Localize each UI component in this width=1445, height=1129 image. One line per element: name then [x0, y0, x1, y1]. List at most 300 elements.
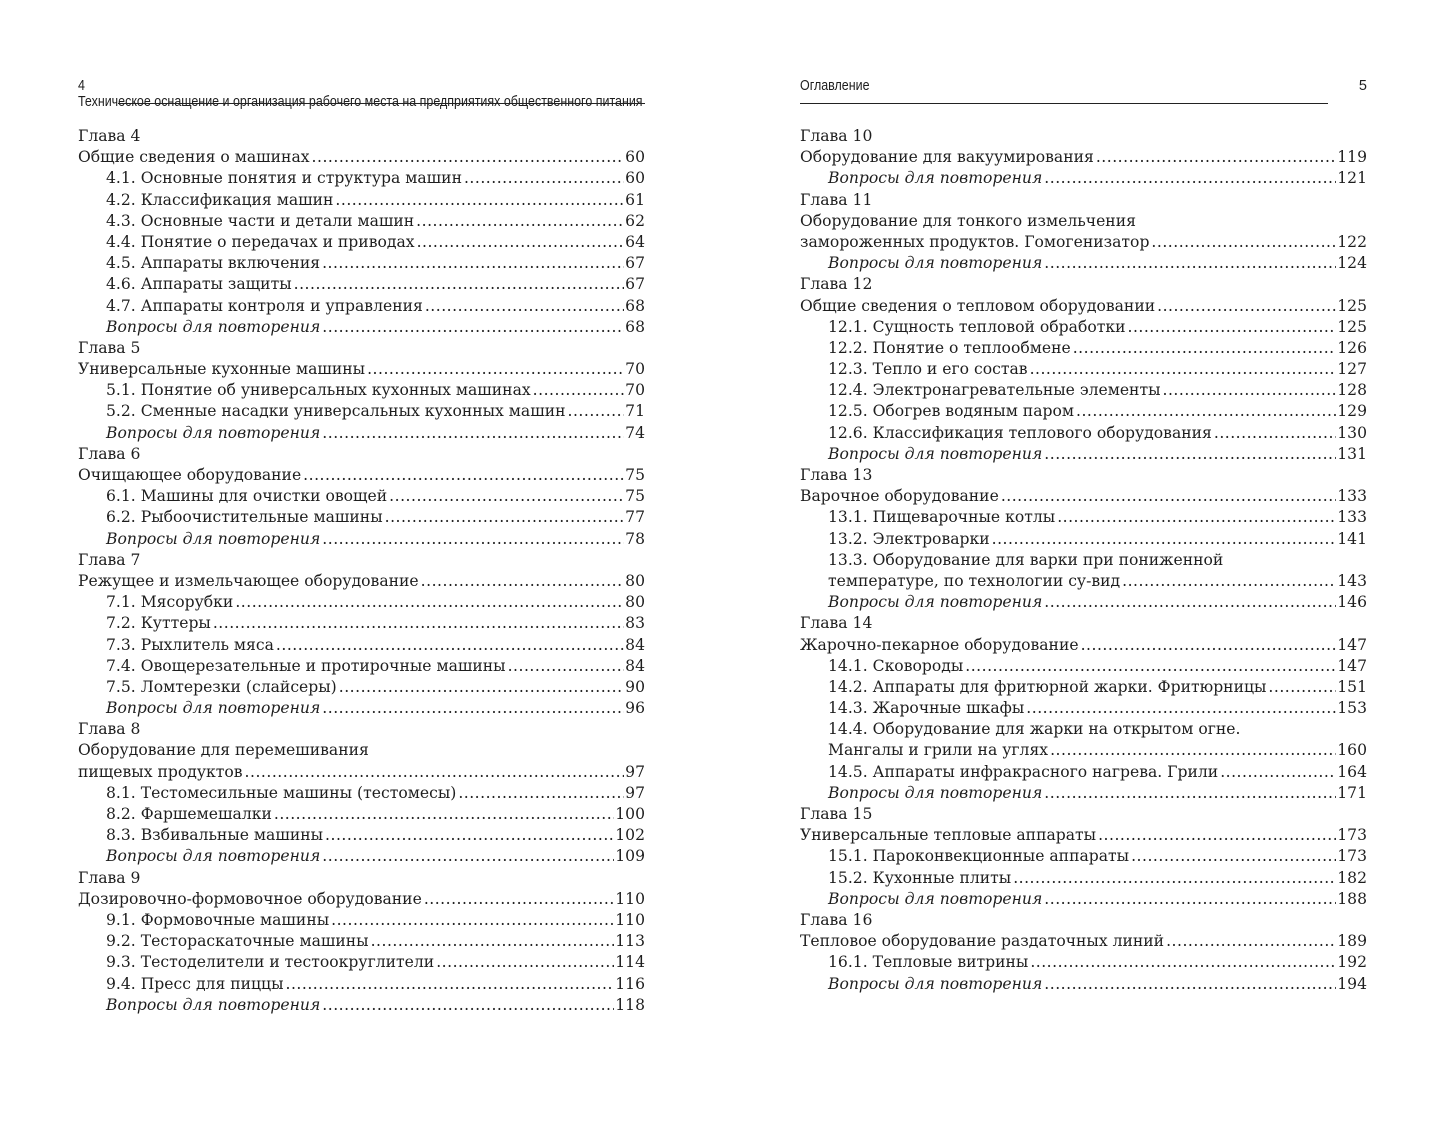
toc-page-number: 192 [1337, 953, 1367, 972]
toc-entry-title: 14.3. Жарочные шкафы [828, 699, 1025, 718]
dot-leader [322, 846, 614, 867]
toc-page-number: 124 [1337, 254, 1367, 273]
toc-entry [78, 656, 645, 677]
dot-leader [1166, 931, 1336, 952]
toc-entry [800, 677, 1367, 698]
toc-entry-title: 14.5. Аппараты инфракрасного нагрева. Грили [828, 762, 1219, 781]
toc-entry-title: Дозировочно-формовочное оборудование [78, 889, 422, 908]
toc-entry-title: Вопросы для повторения [828, 974, 1043, 993]
toc-page-number: 68 [625, 317, 645, 336]
dot-leader [274, 804, 614, 825]
toc-entry [800, 423, 1367, 444]
toc-page-number: 133 [1337, 487, 1367, 506]
toc-page-number: 119 [1337, 148, 1367, 167]
dot-leader [1214, 423, 1336, 444]
right-running-header [800, 78, 1363, 104]
toc-heading [800, 465, 1367, 486]
toc-page-number: 67 [625, 275, 645, 294]
dot-leader [1030, 952, 1336, 973]
toc-entry [800, 762, 1367, 783]
toc-heading [800, 126, 1367, 147]
toc-heading [78, 550, 645, 571]
left-page [0, 0, 722, 1129]
dot-leader [421, 571, 625, 592]
toc-entry [800, 529, 1367, 550]
toc-page-number: 102 [615, 826, 645, 845]
toc-heading [800, 274, 1367, 295]
toc-heading [800, 211, 1367, 232]
toc-page-number: 113 [615, 932, 645, 951]
toc-page-number: 74 [625, 423, 645, 442]
toc-page-number: 122 [1337, 232, 1367, 251]
toc-entry-title: Вопросы для повторения [828, 254, 1043, 273]
toc-page-number: 96 [625, 699, 645, 718]
left-header-rule [118, 103, 645, 104]
toc-page-number: 146 [1337, 593, 1367, 612]
dot-leader [235, 592, 624, 613]
toc-entry-title: Универсальные кухонные машины [78, 360, 366, 379]
toc-entry-title: 8.2. Фаршемешалки [106, 805, 272, 823]
toc-entry [800, 317, 1367, 338]
toc-entry-title: 5.2. Сменные насадки универсальных кухонных машин [106, 402, 566, 421]
toc-page-number: 109 [615, 847, 645, 866]
dot-leader [322, 423, 624, 444]
toc-entry-title: Вопросы для повторения [828, 444, 1043, 463]
dot-leader [1268, 677, 1336, 698]
toc-entry-title: 12.5. Обогрев водяным паром [828, 402, 1074, 421]
toc-heading [78, 126, 645, 147]
dot-leader [1044, 253, 1336, 274]
toc-entry [78, 253, 645, 274]
dot-leader [1013, 868, 1336, 889]
toc-entry [78, 889, 645, 910]
toc-entry [78, 317, 645, 338]
toc-page-number: 84 [625, 656, 645, 675]
toc-entry-title: 4.4. Понятие о передачах и приводах [106, 232, 415, 251]
dot-leader [1131, 846, 1336, 867]
toc-entry-title: температуре, по технологии су-вид [828, 571, 1121, 590]
toc-entry-title: Вопросы для повторения [106, 699, 321, 718]
toc-entry [800, 889, 1367, 910]
toc-page-number: 97 [625, 783, 645, 802]
dot-leader [331, 910, 614, 931]
toc-heading [800, 613, 1367, 634]
dot-leader [417, 232, 625, 253]
toc-page-number: 164 [1337, 762, 1367, 781]
toc-page-number: 131 [1337, 444, 1367, 463]
dot-leader [245, 762, 625, 783]
toc-heading [78, 338, 645, 359]
toc-entry [800, 698, 1367, 719]
toc-page-number: 71 [625, 402, 645, 421]
toc-page-number: 153 [1337, 699, 1367, 718]
toc-page-number: 62 [625, 211, 645, 230]
toc-entry [78, 635, 645, 656]
toc-page-number: 68 [625, 296, 645, 315]
toc-entry-title: 7.2. Куттеры [106, 614, 211, 633]
dot-leader [1001, 486, 1336, 507]
dot-leader [1044, 783, 1336, 804]
dot-leader [389, 486, 624, 507]
toc-entry [78, 274, 645, 295]
dot-leader [416, 211, 624, 232]
toc-entry-title: замороженных продуктов. Гомогенизатор [800, 232, 1150, 251]
toc-entry [78, 232, 645, 253]
toc-entry-title: Глава 9 [78, 868, 141, 887]
toc-page-number: 141 [1337, 529, 1367, 548]
toc-entry-title: 14.2. Аппараты для фритюрной жарки. Фритюрницы [828, 677, 1267, 696]
dot-leader [508, 656, 625, 677]
toc-entry [78, 486, 645, 507]
right-header-rule [800, 103, 1328, 104]
dot-leader [371, 931, 615, 952]
toc-entry [800, 656, 1367, 677]
dot-leader [1127, 317, 1336, 338]
dot-leader [1044, 592, 1336, 613]
left-running-head: Техническое оснащение и организация рабочего места на предприятиях общественного питания [78, 94, 643, 110]
toc-page-number: 97 [625, 762, 645, 781]
toc-page-number: 171 [1337, 783, 1367, 802]
toc-entry-title: Вопросы для повторения [106, 529, 321, 548]
dot-leader [992, 529, 1337, 550]
toc-heading [78, 740, 645, 761]
toc-entry [78, 529, 645, 550]
toc-page-number: 60 [625, 148, 645, 167]
toc-entry [78, 698, 645, 719]
dot-leader [1157, 296, 1336, 317]
dot-leader [1044, 168, 1336, 189]
dot-leader [276, 635, 624, 656]
toc-page-number: 151 [1337, 677, 1367, 696]
toc-page-number: 128 [1337, 381, 1367, 400]
toc-entry [78, 296, 645, 317]
toc-entry-title: Режущее и измельчающее оборудование [78, 571, 419, 590]
toc-entry-title: Глава 12 [800, 275, 873, 294]
toc-entry [78, 401, 645, 422]
toc-entry-title: Очищающее оборудование [78, 466, 302, 484]
dot-leader [464, 168, 624, 189]
toc-entry-title: Вопросы для повторения [106, 317, 321, 336]
dot-leader [322, 253, 624, 274]
toc-entry-title: 14.1. Сковороды [828, 656, 964, 675]
toc-entry [800, 168, 1367, 189]
toc-page-number: 133 [1337, 508, 1367, 527]
toc-entry-title: 4.1. Основные понятия и структура машин [106, 169, 462, 188]
toc-entry [78, 190, 645, 211]
toc-page-number: 75 [625, 487, 645, 506]
toc-entry [800, 507, 1367, 528]
toc-entry [800, 783, 1367, 804]
right-page [722, 0, 1445, 1129]
toc-entry [800, 592, 1367, 613]
dot-leader [1026, 698, 1336, 719]
toc-entry-title: 4.7. Аппараты контроля и управления [106, 296, 423, 315]
toc-entry [78, 507, 645, 528]
toc-entry-title: Глава 13 [800, 466, 873, 484]
dot-leader [424, 889, 614, 910]
toc-entry-title: Глава 10 [800, 127, 873, 145]
toc-page-number: 80 [625, 571, 645, 590]
toc-entry-title: 16.1. Тепловые витрины [828, 953, 1029, 972]
toc-entry-title: Глава 4 [78, 127, 141, 145]
toc-entry-title: Глава 14 [800, 614, 873, 633]
toc-page-number: 90 [625, 677, 645, 696]
dot-leader [1044, 889, 1336, 910]
dot-leader [436, 952, 614, 973]
toc-entry [78, 571, 645, 592]
toc-page-number: 188 [1337, 889, 1367, 908]
toc-heading [800, 804, 1367, 825]
toc-page-number: 118 [615, 995, 645, 1014]
toc-entry-title: Глава 7 [78, 550, 141, 569]
dot-leader [533, 380, 625, 401]
toc-entry-title: Глава 6 [78, 444, 141, 463]
toc-page-number: 160 [1337, 741, 1367, 760]
toc-heading [78, 444, 645, 465]
toc-page-number: 70 [625, 381, 645, 400]
dot-leader [1220, 762, 1336, 783]
toc-entry-title: Глава 15 [800, 805, 873, 823]
toc-page-number: 147 [1337, 635, 1367, 654]
left-toc [78, 126, 645, 1016]
dot-leader [286, 974, 615, 995]
toc-page-number: 126 [1337, 338, 1367, 357]
toc-entry-title: 4.2. Классификация машин [106, 190, 334, 209]
toc-entry-title: Вопросы для повторения [828, 783, 1043, 802]
dot-leader [322, 529, 624, 550]
toc-entry-title: Оборудование для тонкого измельчения [800, 211, 1136, 230]
toc-entry [78, 168, 645, 189]
toc-heading [800, 719, 1367, 740]
toc-heading [78, 719, 645, 740]
toc-page-number: 125 [1337, 317, 1367, 336]
toc-page-number: 189 [1337, 932, 1367, 951]
toc-entry [78, 974, 645, 995]
toc-entry-title: 14.4. Оборудование для жарки на открытом огне. [828, 720, 1241, 739]
toc-entry [78, 677, 645, 698]
dot-leader [367, 359, 624, 380]
toc-page-number: 100 [615, 805, 645, 823]
toc-entry-title: Вопросы для повторения [828, 169, 1043, 188]
toc-entry [800, 952, 1367, 973]
toc-entry-title: Глава 5 [78, 338, 141, 357]
toc-entry [800, 147, 1367, 168]
toc-page-number: 110 [615, 910, 645, 929]
toc-page-number: 147 [1337, 656, 1367, 675]
toc-page-number: 116 [615, 974, 645, 993]
toc-entry-title: 9.2. Тестораскаточные машины [106, 932, 369, 951]
toc-entry [78, 910, 645, 931]
dot-leader [303, 465, 624, 486]
toc-entry-title: 7.3. Рыхлитель мяса [106, 635, 274, 654]
toc-entry [800, 359, 1367, 380]
toc-page-number: 143 [1337, 571, 1367, 590]
dot-leader [335, 190, 624, 211]
toc-page-number: 194 [1337, 974, 1367, 993]
toc-entry-title: Вопросы для повторения [106, 423, 321, 442]
dot-leader [213, 613, 624, 634]
dot-leader [568, 401, 625, 422]
toc-page-number: 130 [1337, 423, 1367, 442]
toc-entry [800, 253, 1367, 274]
toc-entry [78, 211, 645, 232]
toc-entry [800, 825, 1367, 846]
toc-entry-title: 12.4. Электронагревательные элементы [828, 381, 1161, 400]
dot-leader [1076, 401, 1336, 422]
toc-entry-title: 12.1. Сущность тепловой обработки [828, 317, 1126, 336]
toc-entry [78, 359, 645, 380]
toc-page-number: 83 [625, 614, 645, 633]
toc-page-number: 60 [625, 169, 645, 188]
toc-entry-title: 6.2. Рыбоочистительные машины [106, 508, 383, 527]
toc-entry-title: Мангалы и грили на углях [828, 741, 1049, 760]
right-page-number: 5 [1358, 78, 1367, 94]
toc-entry-title: 9.3. Тестоделители и тестоокруглители [106, 953, 435, 972]
toc-entry [800, 635, 1367, 656]
dot-leader [385, 507, 625, 528]
dot-leader [1096, 147, 1336, 168]
toc-page-number: 182 [1337, 868, 1367, 887]
left-running-header [78, 78, 644, 110]
toc-entry [78, 147, 645, 168]
toc-page-number: 64 [625, 232, 645, 251]
toc-entry [78, 762, 645, 783]
dot-leader [1163, 380, 1337, 401]
toc-entry [800, 486, 1367, 507]
toc-entry [78, 846, 645, 867]
toc-entry-title: Оборудование для перемешивания [78, 741, 369, 760]
right-running-head: Оглавление [800, 78, 870, 94]
toc-entry [78, 804, 645, 825]
toc-entry-title: 8.3. Взбивальные машины [106, 826, 324, 845]
dot-leader [1050, 740, 1336, 761]
toc-entry [800, 296, 1367, 317]
toc-entry-title: Универсальные тепловые аппараты [800, 826, 1097, 845]
dot-leader [322, 698, 624, 719]
toc-entry-title: 15.1. Пароконвекционные аппараты [828, 847, 1130, 866]
toc-entry [800, 401, 1367, 422]
toc-entry-title: 8.1. Тестомесильные машины (тестомесы) [106, 783, 457, 802]
toc-entry [78, 465, 645, 486]
toc-entry [800, 232, 1367, 253]
toc-entry [78, 783, 645, 804]
dot-leader [322, 317, 624, 338]
toc-entry [800, 931, 1367, 952]
toc-page-number: 114 [615, 953, 645, 972]
toc-entry [800, 571, 1367, 592]
dot-leader [1122, 571, 1336, 592]
toc-entry [800, 444, 1367, 465]
toc-entry-title: 13.3. Оборудование для варки при пониженной [828, 550, 1224, 569]
toc-entry [78, 423, 645, 444]
toc-entry-title: 12.3. Тепло и его состав [828, 360, 1028, 379]
toc-page-number: 129 [1337, 402, 1367, 421]
toc-entry [78, 613, 645, 634]
dot-leader [1030, 359, 1337, 380]
toc-page-number: 75 [625, 466, 645, 484]
toc-page-number: 173 [1337, 847, 1367, 866]
toc-entry-title: Жарочно-пекарное оборудование [800, 635, 1079, 654]
toc-entry-title: 7.4. Овощерезательные и протирочные машины [106, 656, 506, 675]
right-toc [800, 126, 1367, 995]
dot-leader [1044, 444, 1336, 465]
dot-leader [1073, 338, 1337, 359]
dot-leader [425, 296, 624, 317]
toc-entry [800, 846, 1367, 867]
dot-leader [1057, 507, 1336, 528]
toc-entry [800, 974, 1367, 995]
toc-entry [78, 592, 645, 613]
toc-entry-title: Варочное оборудование [800, 487, 999, 506]
toc-entry-title: Вопросы для повторения [106, 847, 321, 866]
toc-entry-title: 7.5. Ломтерезки (слайсеры) [106, 677, 337, 696]
toc-entry-title: Вопросы для повторения [828, 889, 1043, 908]
toc-entry-title: Глава 16 [800, 910, 873, 929]
dot-leader [458, 783, 624, 804]
toc-page-number: 84 [625, 635, 645, 654]
toc-entry-title: Общие сведения о тепловом оборудовании [800, 296, 1156, 315]
toc-entry-title: 12.2. Понятие о теплообмене [828, 338, 1071, 357]
toc-entry [78, 931, 645, 952]
toc-page-number: 67 [625, 254, 645, 273]
toc-entry-title: 13.2. Электроварки [828, 529, 990, 548]
toc-entry-title: пищевых продуктов [78, 762, 243, 781]
toc-entry-title: Вопросы для повторения [106, 995, 321, 1014]
toc-entry-title: 4.3. Основные части и детали машин [106, 211, 415, 230]
toc-entry [78, 380, 645, 401]
toc-entry [78, 825, 645, 846]
dot-leader [325, 825, 614, 846]
toc-page-number: 77 [625, 508, 645, 527]
toc-entry-title: 4.5. Аппараты включения [106, 254, 321, 273]
dot-leader [339, 677, 624, 698]
toc-entry [800, 338, 1367, 359]
toc-entry-title: 13.1. Пищеварочные котлы [828, 508, 1056, 527]
toc-entry-title: 4.6. Аппараты защиты [106, 275, 292, 294]
toc-entry-title: 6.1. Машины для очистки овощей [106, 487, 388, 506]
toc-page-number: 121 [1337, 169, 1367, 188]
toc-entry-title: 12.6. Классификация теплового оборудования [828, 423, 1212, 442]
toc-entry-title: Вопросы для повторения [828, 593, 1043, 612]
toc-entry-title: Глава 11 [800, 190, 873, 209]
toc-entry [800, 380, 1367, 401]
toc-page-number: 110 [615, 889, 645, 908]
toc-page-number: 127 [1337, 360, 1367, 379]
toc-entry-title: 5.1. Понятие об универсальных кухонных машинах [106, 381, 531, 400]
toc-entry [800, 740, 1367, 761]
left-page-number: 4 [78, 78, 85, 94]
toc-entry-title: 15.2. Кухонные плиты [828, 868, 1012, 887]
dot-leader [1044, 974, 1336, 995]
toc-entry-title: Глава 8 [78, 720, 141, 739]
toc-page-number: 61 [625, 190, 645, 209]
toc-entry [78, 952, 645, 973]
dot-leader [1098, 825, 1336, 846]
toc-heading [800, 550, 1367, 571]
toc-heading [800, 910, 1367, 931]
toc-heading [800, 190, 1367, 211]
toc-entry-title: 9.4. Пресс для пиццы [106, 974, 284, 993]
dot-leader [312, 147, 625, 168]
toc-entry-title: Оборудование для вакуумирования [800, 148, 1094, 167]
toc-entry-title: Тепловое оборудование раздаточных линий [800, 932, 1165, 951]
dot-leader [1081, 635, 1337, 656]
toc-page-number: 125 [1337, 296, 1367, 315]
dot-leader [322, 995, 614, 1016]
toc-entry [800, 868, 1367, 889]
toc-entry-title: Общие сведения о машинах [78, 148, 310, 167]
dot-leader [294, 274, 625, 295]
